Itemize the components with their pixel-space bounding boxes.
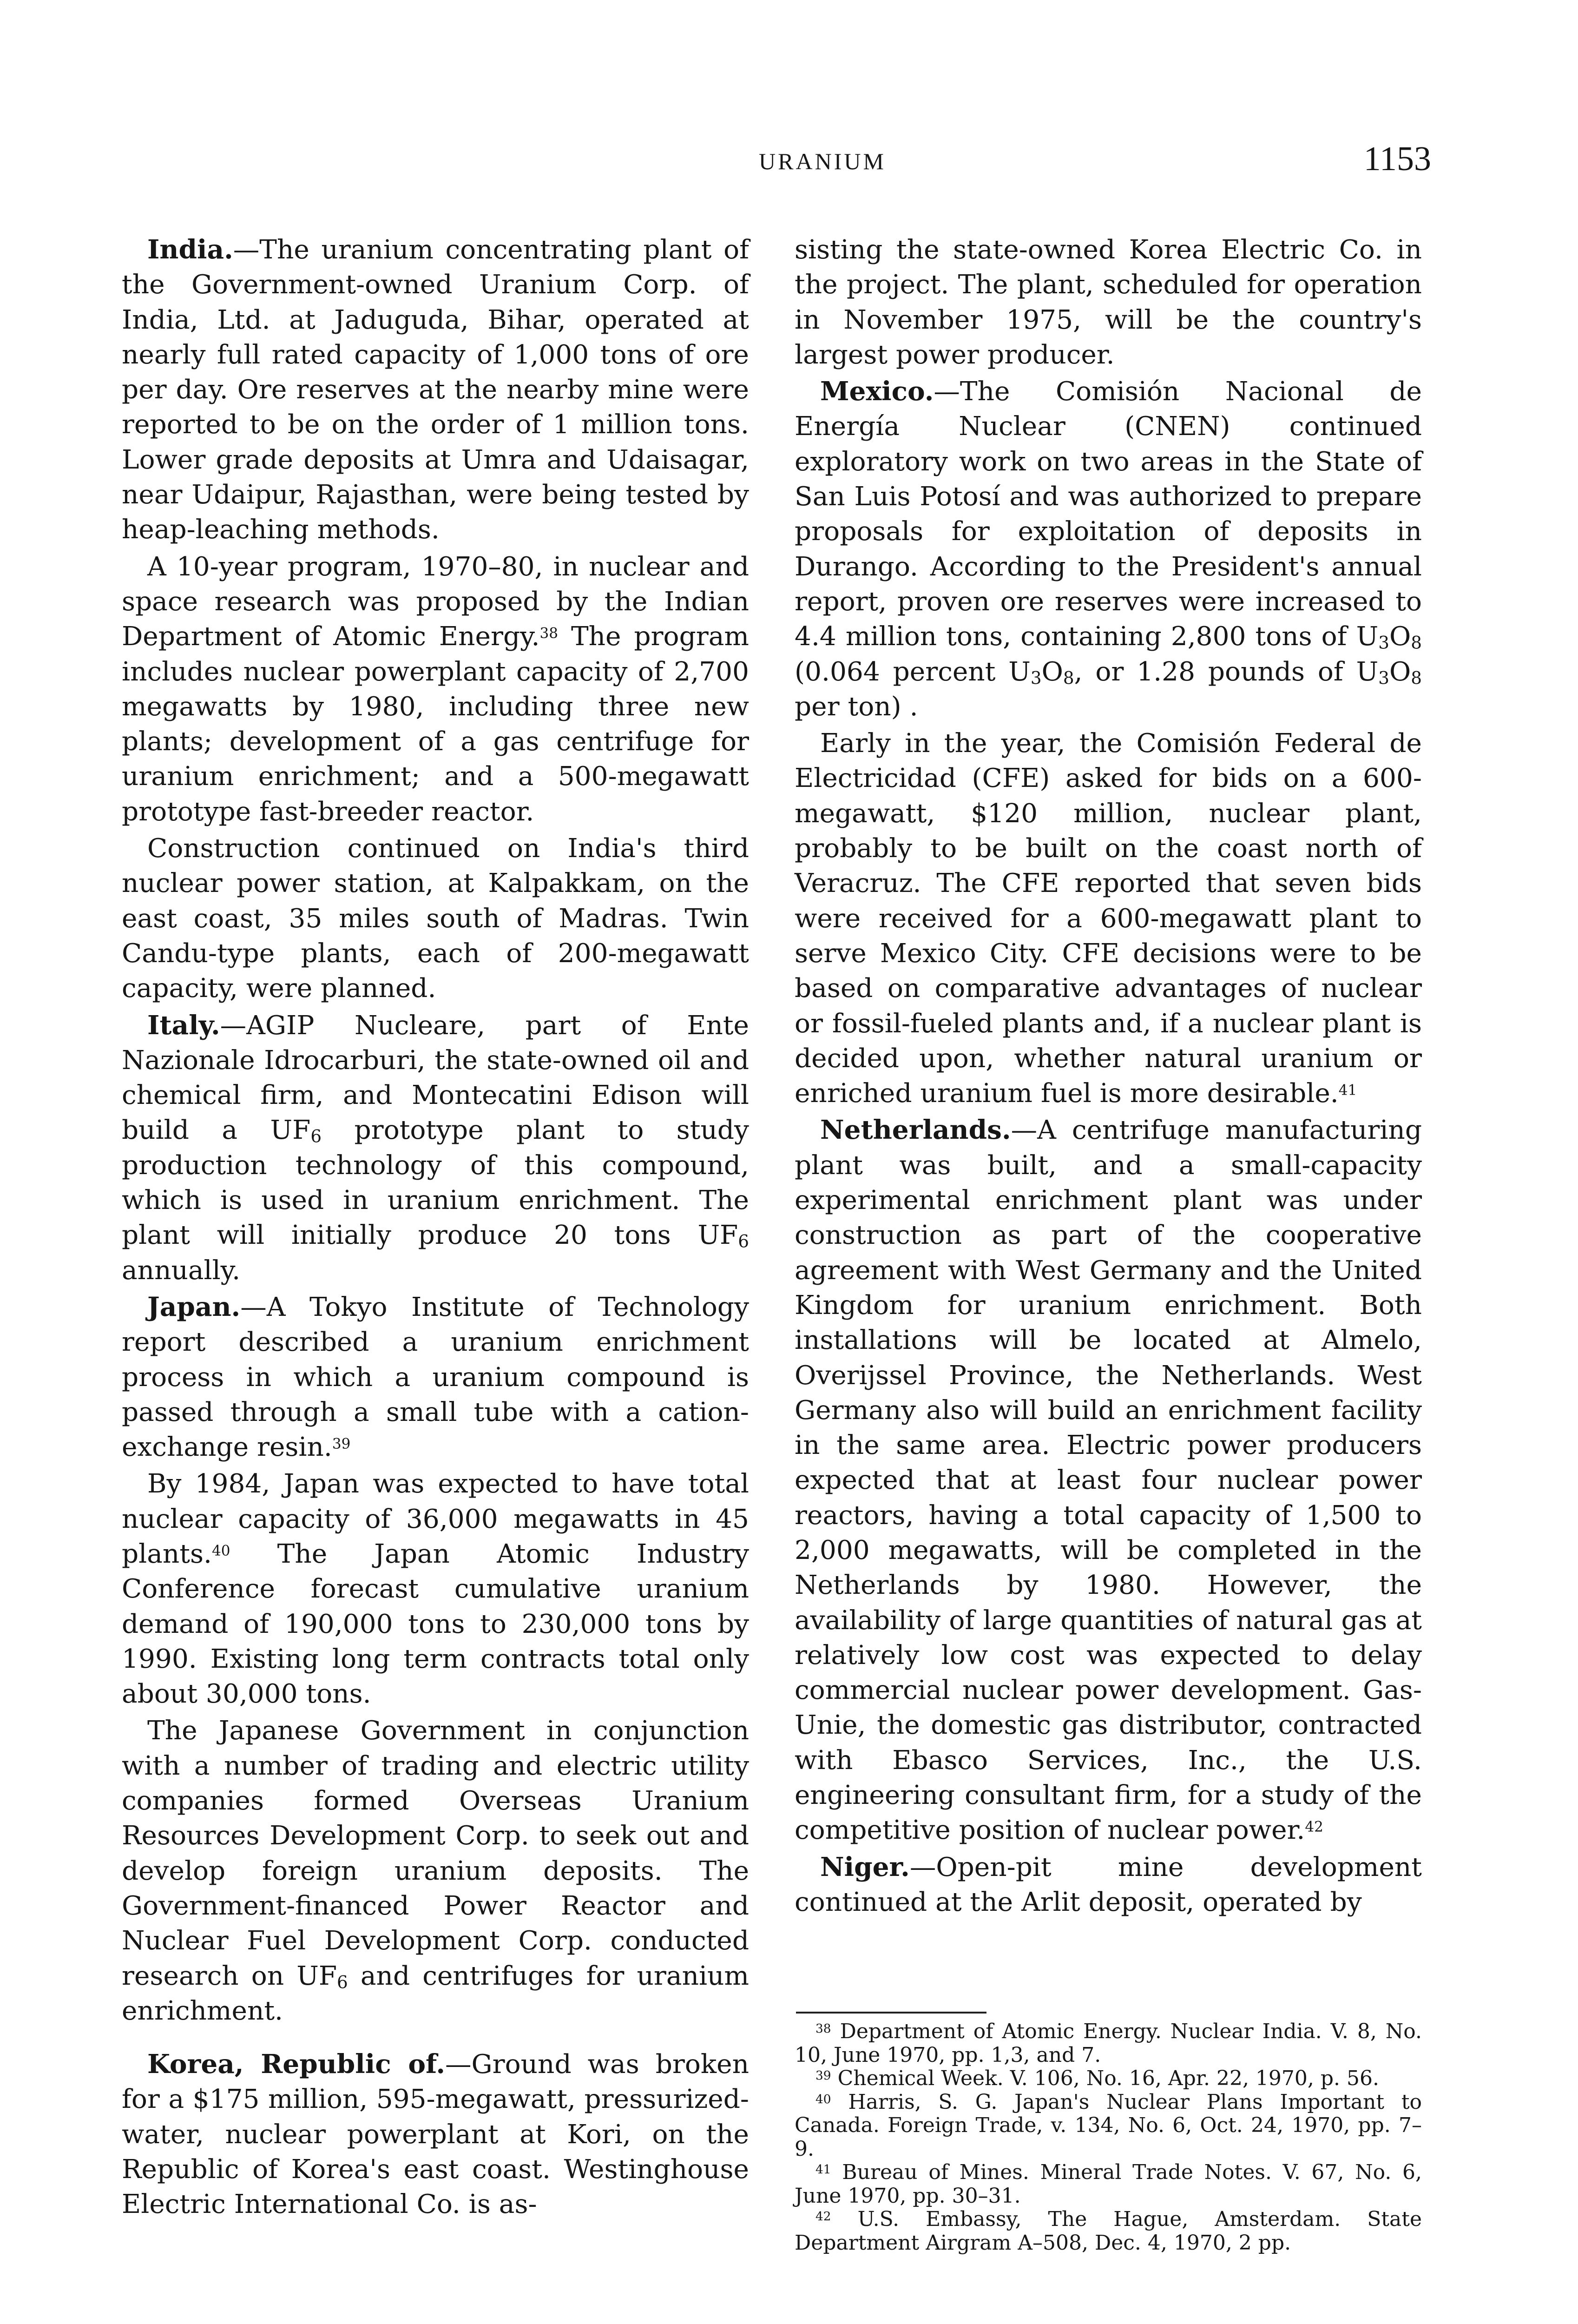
subscript: 3 <box>1378 667 1389 688</box>
footnote-38 <box>795 2020 1422 2067</box>
india-paragraph-1 <box>122 232 749 548</box>
japan-paragraph-1 <box>122 1290 749 1465</box>
text-run: , or 1.28 pounds of U <box>1074 656 1379 687</box>
footnote-ref-39: 39 <box>332 1435 351 1452</box>
section-heading-italy: Italy. <box>147 1010 220 1041</box>
footnote-text: Bureau of Mines. Mineral Trade Notes. V. 67, No. 6, June 1970, pp. 30–31. <box>795 2160 1422 2208</box>
netherlands-paragraph-1 <box>795 1113 1422 1848</box>
footnote-42 <box>795 2208 1422 2255</box>
section-heading-japan: Japan. <box>147 1291 241 1322</box>
india-paragraph-2 <box>122 549 749 829</box>
text-run: sisting the state-owned Korea Electric Co. in the project. The plant, scheduled for operation in November 1975, will be the country's largest power producer. <box>795 235 1422 370</box>
text-run: The program includes nuclear powerplant capacity of 2,700 megawatts by 1980, including three new plants; development of a gas centrifuge for uranium enrichment; and a 500-megawatt prototype fast-breeder reactor. <box>122 621 750 827</box>
text-run: —The uranium concentrating plant of the Government-owned Uranium Corp. of India, Ltd. at Jaduguda, Bihar, operated at nearly full rated capacity of 1,000 tons of ore per day. Ore reserves at the nearby mine were reported to be on the order of 1 million tons. Lower grade deposits at Umra and Udaisagar, near Udaipur, Rajasthan, were being tested by heap-leaching methods. <box>122 235 749 545</box>
text-run: By 1984, Japan was expected to have total nuclear capacity of 36,000 megawatts in 45 plants. <box>122 1469 749 1569</box>
korea-paragraph-continued <box>795 232 1422 372</box>
footnote-ref-42: 42 <box>1305 1818 1323 1835</box>
footnote-39 <box>795 2067 1422 2091</box>
footnotes <box>795 2020 1422 2255</box>
japan-paragraph-3 <box>122 1713 749 2028</box>
text-run: prototype plant to study production technology of this compound, which is used in uranium enrichment. The plant will initially produce 20 tons UF <box>122 1115 749 1251</box>
section-heading-mexico: Mexico. <box>820 376 934 407</box>
text-run: Construction continued on India's third nuclear power station, at Kalpakkam, on the east coast, 35 miles south of Madras. Twin Candu-type plants, each of 200-megawatt capacity, were planned. <box>122 833 749 1004</box>
korea-paragraph-1 <box>122 2047 749 2222</box>
subscript: 8 <box>1411 632 1422 653</box>
footnote-ref-40: 40 <box>211 1542 230 1559</box>
footnote-text: U.S. Embassy, The Hague, Amsterdam. State Department Airgram A–508, Dec. 4, 1970, 2 pp. <box>795 2207 1422 2255</box>
japan-paragraph-2 <box>122 1466 749 1711</box>
footnote-number: 38 <box>815 2021 831 2036</box>
text-run: —Ground was broken for a $175 million, 595-megawatt, pressurized-water, nuclear powerplant at Kori, on the Republic of Korea's east coast. Westinghouse Electric International Co. is as- <box>122 2049 749 2220</box>
subscript: 3 <box>1378 632 1389 653</box>
footnote-ref-41: 41 <box>1338 1082 1357 1099</box>
subscript: 3 <box>1030 667 1042 688</box>
text-run: The Japanese Government in conjunction with a number of trading and electric utility companies formed Overseas Uranium Resources Development Corp. to seek out and develop foreign uranium deposits. The Government-financed Power Reactor and Nuclear Fuel Development Corp. conducted research on UF <box>122 1716 749 1991</box>
text-run: —The Comisión Nacional de Energía Nuclear (CNEN) continued exploratory work on two areas in the State of San Luis Potosí and was authorized to prepare proposals for exploitation of deposits in Durango. According to the President's annual report, proven ore reserves were increased to 4.4 million tons, containing 2,800 tons of U <box>795 376 1422 652</box>
running-head: URANIUM <box>759 148 886 174</box>
footnote-text: Chemical Week. V. 106, No. 16, Apr. 22, 1970, p. 56. <box>831 2067 1379 2090</box>
footnote-number: 41 <box>815 2162 831 2177</box>
text-run: The Japan Atomic Industry Conference forecast cumulative uranium demand of 190,000 tons to 230,000 tons by 1990. Existing long term contracts total only about 30,000 tons. <box>122 1538 749 1710</box>
mexico-paragraph-2 <box>795 726 1422 1111</box>
text-run: A 10-year program, 1970–80, in nuclear and space research was proposed by the Indian Department of Atomic Energy. <box>122 551 749 652</box>
text-run: O <box>1389 656 1411 687</box>
footnote-40 <box>795 2091 1422 2161</box>
footnote-number: 42 <box>815 2209 831 2224</box>
footnote-divider <box>796 2012 986 2014</box>
subscript: 6 <box>738 1231 749 1252</box>
text-run: annually. <box>122 1255 241 1286</box>
left-column <box>122 232 749 2224</box>
footnote-ref-38: 38 <box>539 625 559 642</box>
footnote-41 <box>795 2161 1422 2208</box>
text-run: —A Tokyo Institute of Technology report described a uranium enrichment process in which a uranium compound is passed through a small tube with a cation-exchange resin. <box>122 1292 749 1463</box>
text-run: and centrifuges for uranium enrichment. <box>122 1961 749 2026</box>
section-heading-niger: Niger. <box>820 1851 910 1882</box>
text-run: —AGIP Nucleare, part of Ente Nazionale Idrocarburi, the state-owned oil and chemical firm, and Montecatini Edison will build a UF <box>122 1010 749 1146</box>
mexico-paragraph-1 <box>795 374 1422 724</box>
text-run: Early in the year, the Comisión Federal de Electricidad (CFE) asked for bids on a 600-megawatt, $120 million, nuclear plant, probably to be built on the coast north of Veracruz. The CFE reported that seven bids were received for a 600-megawatt plant to serve Mexico City. CFE decisions were to be based on comparative advantages of nuclear or fossil-fueled plants and, if a nuclear plant is decided upon, whether natural uranium or enriched uranium fuel is more desirable. <box>795 728 1422 1109</box>
section-heading-korea: Korea, Republic of. <box>147 2049 446 2080</box>
text-run: (0.064 percent U <box>795 656 1031 687</box>
right-column <box>795 232 1422 1921</box>
italy-paragraph-1 <box>122 1008 749 1288</box>
page-number: 1153 <box>1363 140 1431 178</box>
text-run: O <box>1389 621 1411 652</box>
section-heading-india: India. <box>147 234 233 265</box>
niger-paragraph-1 <box>795 1850 1422 1920</box>
text-run: per ton) . <box>795 691 918 722</box>
footnote-number: 39 <box>815 2068 831 2083</box>
subscript: 8 <box>1411 667 1422 688</box>
text-run: —A centrifuge manufacturing plant was built, and a small-capacity experimental enrichment plant was under construction as part of the cooperative agreement with West Germany and the United Kingdom for uranium enrichment. Both installations will be located at Almelo, Overijssel Province, the Netherlands. West Germany also will build an enrichment facility in the same area. Electric power producers expected that at least four nuclear power reactors, having a total capacity of 1,500 to 2,000 megawatts, will be completed in the Netherlands by 1980. However, the availability of large quantities of natural gas at relatively low cost was expected to delay commercial nuclear power development. Gas-Unie, the domestic gas distributor, contracted with Ebasco Services, Inc., the U.S. engineering consultant firm, for a study of the competitive position of nuclear power. <box>795 1115 1422 1846</box>
footnote-number: 40 <box>815 2092 831 2106</box>
footnote-text: Department of Atomic Energy. Nuclear India. V. 8, No. 10, June 1970, pp. 1,3, and 7. <box>795 2020 1422 2067</box>
section-heading-netherlands: Netherlands. <box>820 1115 1011 1146</box>
subscript: 6 <box>337 1972 348 1992</box>
text-run: O <box>1041 656 1063 687</box>
text-run: —Open-pit mine development continued at the Arlit deposit, operated by <box>795 1852 1422 1917</box>
india-paragraph-3 <box>122 831 749 1006</box>
footnote-text: Harris, S. G. Japan's Nuclear Plans Important to Canada. Foreign Trade, v. 134, No. 6, Oct. 24, 1970, pp. 7–9. <box>795 2090 1422 2161</box>
subscript: 8 <box>1063 667 1074 688</box>
subscript: 6 <box>310 1126 322 1147</box>
